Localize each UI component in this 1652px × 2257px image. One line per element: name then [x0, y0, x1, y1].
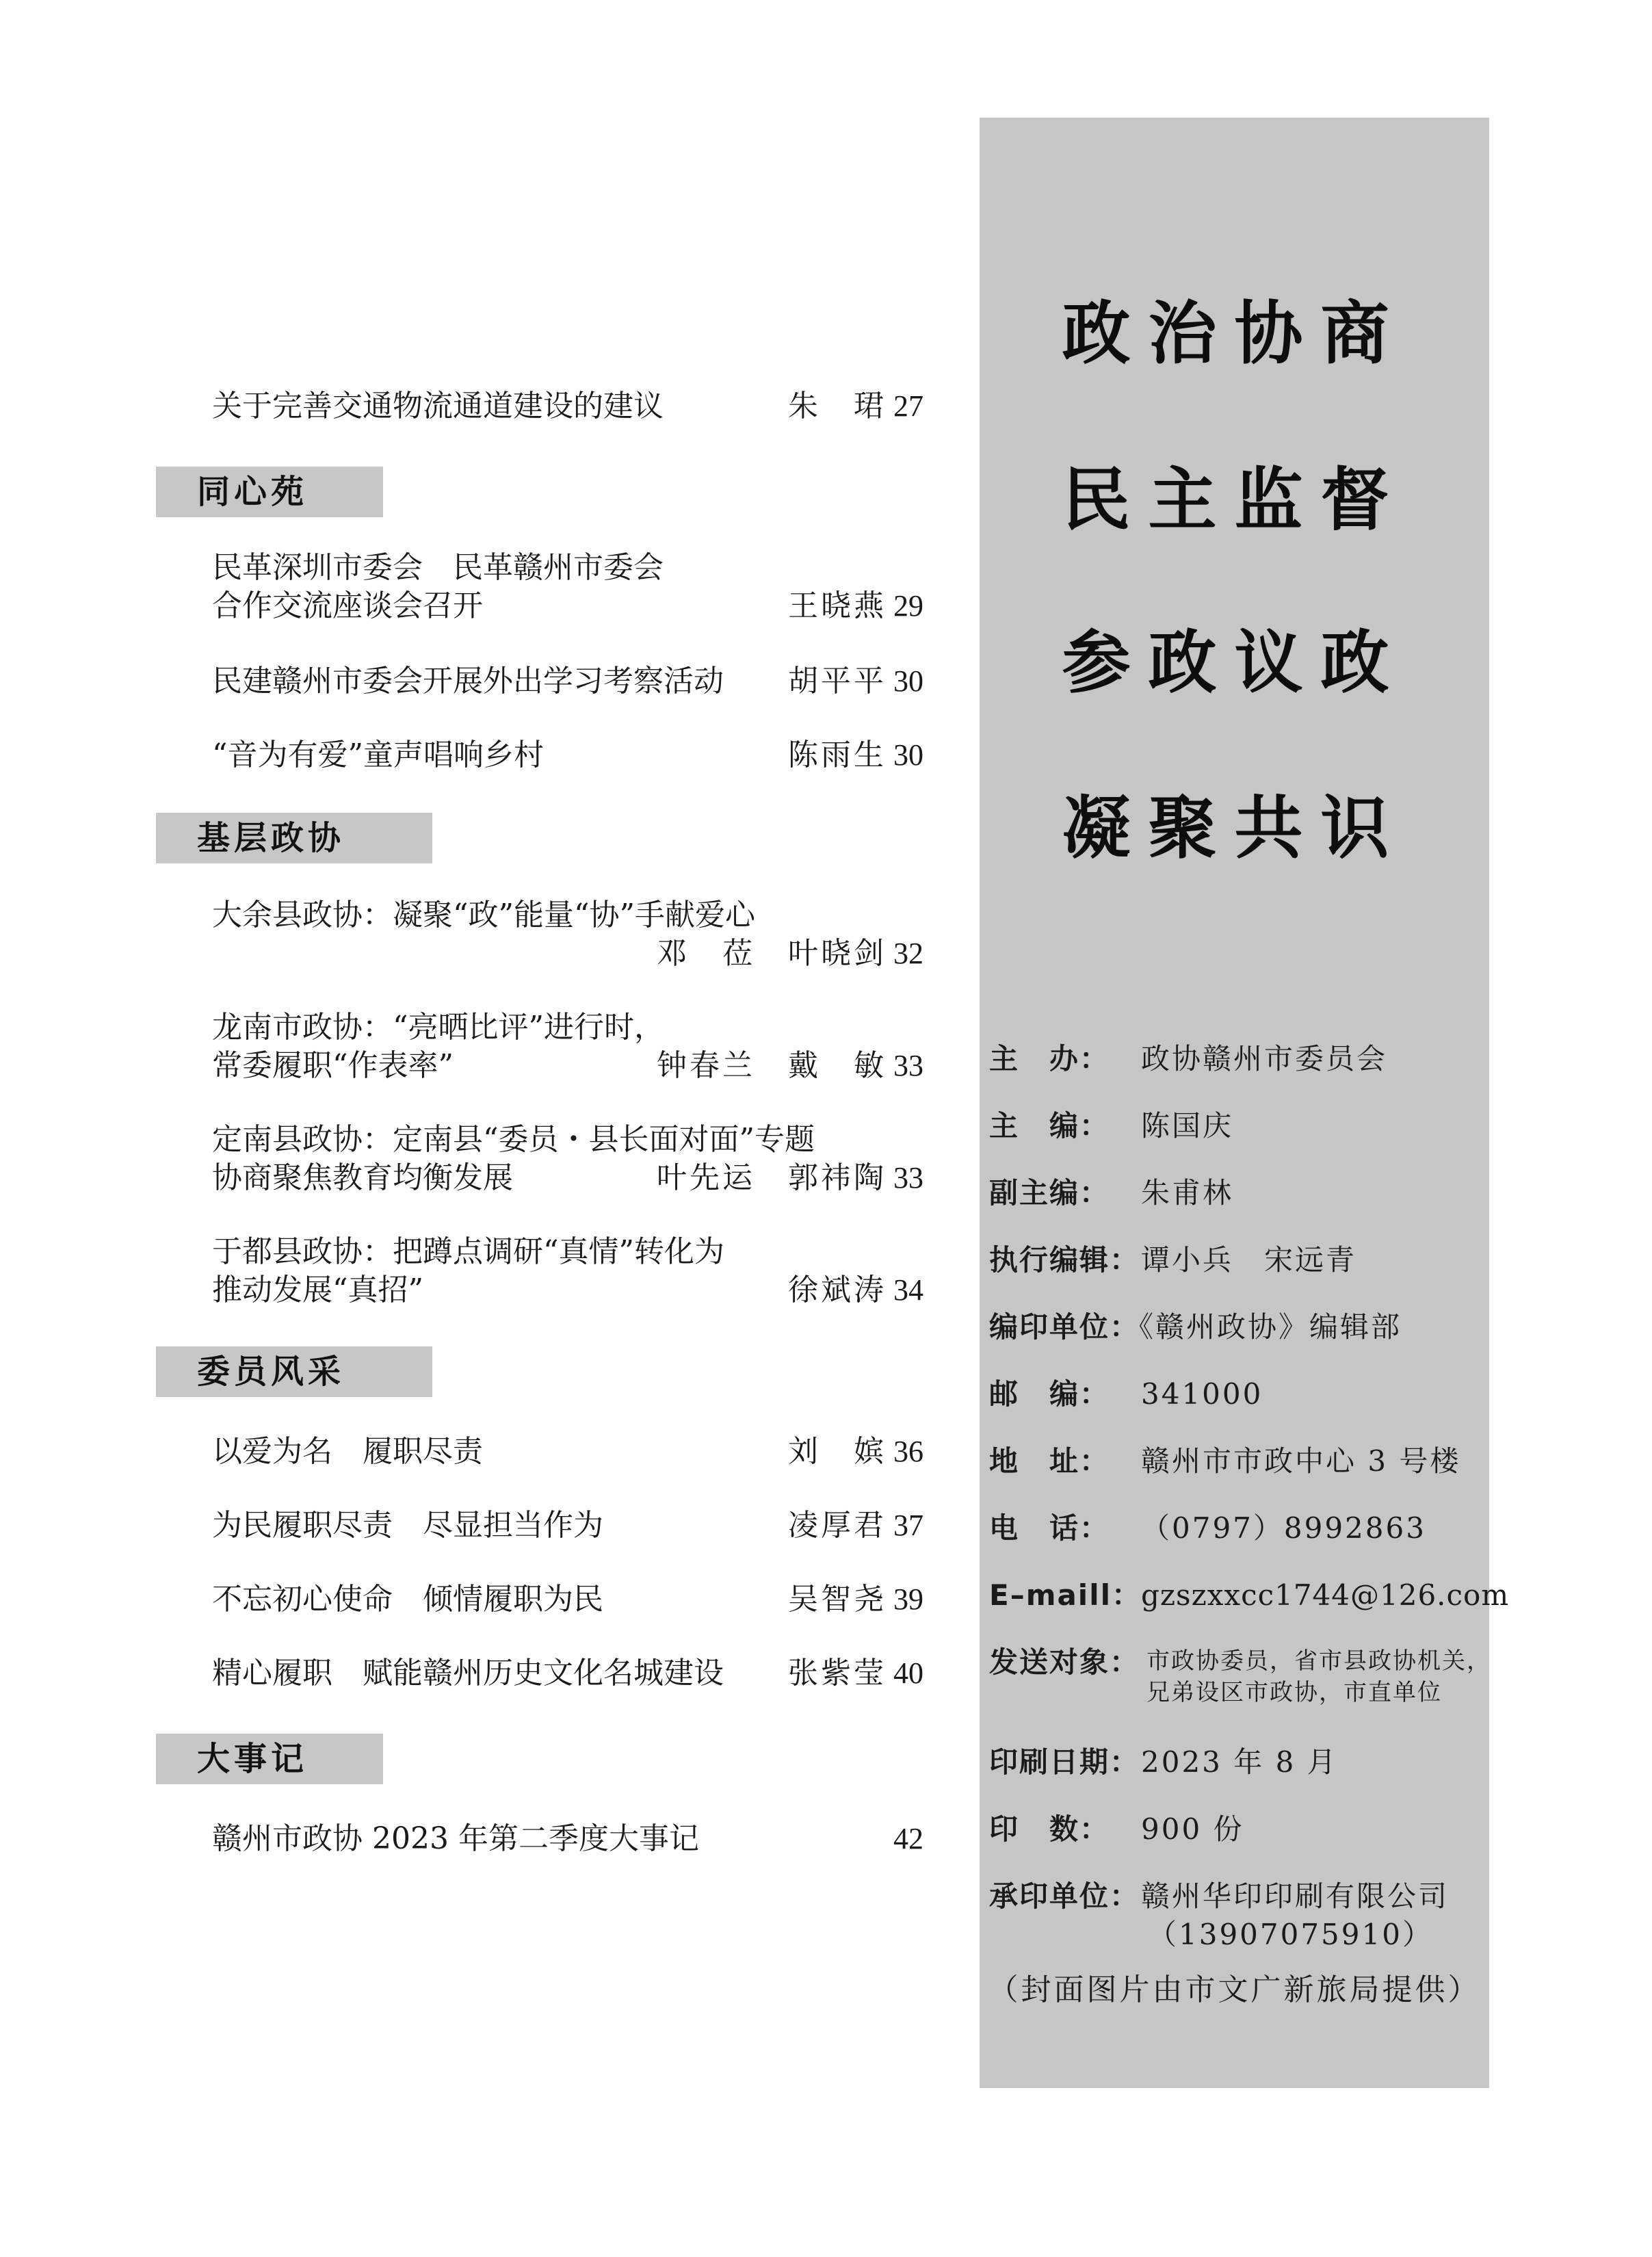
toc-page: 30	[893, 738, 923, 772]
toc-author: 叶先运 郭祎陶	[657, 1160, 887, 1195]
slogan: 政治协商	[1062, 293, 1407, 374]
toc-author: 王晓燕	[788, 588, 887, 623]
toc-author: 邓 莅 叶晓剑	[657, 936, 887, 971]
info-row-recipients	[989, 1643, 1491, 1712]
toc-page: 37	[893, 1509, 923, 1542]
toc-author: 吴智尧	[788, 1582, 887, 1617]
toc-entry[interactable]	[212, 1580, 923, 1619]
info-value: 陈国庆	[1141, 1109, 1234, 1143]
toc-page: 32	[893, 937, 923, 970]
toc-entry[interactable]	[212, 736, 923, 774]
cover-credit: （封面图片由市文广新旅局提供）	[988, 1972, 1481, 2007]
section-heading: 委员风采	[156, 1346, 432, 1397]
toc-title-cont: 合作交流座谈会召开	[212, 588, 483, 623]
toc-entry[interactable]	[212, 662, 923, 701]
info-label: 电 话：	[989, 1511, 1110, 1545]
info-label: 邮 编：	[989, 1377, 1110, 1411]
toc-entry[interactable]	[212, 1820, 923, 1858]
toc-author: 朱 珺	[788, 389, 887, 423]
toc-title: 精心履职 赋能赣州历史文化名城建设	[212, 1656, 724, 1691]
info-value: 2023 年 8 月	[1141, 1745, 1338, 1779]
toc-author: 徐斌涛	[788, 1273, 887, 1307]
toc-entry[interactable]	[212, 1008, 923, 1085]
toc-title: 民革深圳市委会 民革赣州市委会	[212, 550, 664, 585]
toc-title: 定南县政协：定南县“委员・县长面对面”专题	[212, 1122, 815, 1157]
toc-title: 大余县政协：凝聚“政”能量“协”手献爱心	[212, 898, 755, 932]
toc-page: 33	[893, 1161, 923, 1195]
toc-page: 29	[893, 589, 923, 623]
slogan: 民主监督	[1062, 459, 1407, 540]
info-value: （0797）8992863	[1141, 1511, 1426, 1545]
info-value: 朱甫林	[1141, 1176, 1234, 1210]
info-label: 地 址：	[989, 1444, 1110, 1478]
toc-title: 不忘初心使命 倾情履职为民	[212, 1582, 603, 1617]
info-label: 主 办：	[989, 1042, 1110, 1075]
toc-title: 龙南市政协：“亮晒比评”进行时，	[212, 1010, 664, 1045]
toc-title: 民建赣州市委会开展外出学习考察活动	[212, 664, 724, 699]
info-label: 主 编：	[989, 1109, 1110, 1143]
toc-title: 关于完善交通物流通道建设的建议	[212, 389, 664, 423]
masthead-sidebar	[980, 118, 1510, 2088]
info-label: 承印单位：	[989, 1879, 1140, 1913]
info-value: 谭小兵 宋远青	[1141, 1243, 1357, 1277]
toc-page: 40	[893, 1656, 923, 1690]
toc-entry[interactable]	[212, 1433, 923, 1471]
toc-page: 36	[893, 1435, 923, 1468]
toc-author: 胡平平	[788, 664, 887, 699]
slogan: 凝聚共识	[1062, 787, 1407, 868]
toc-entry[interactable]	[212, 1654, 923, 1693]
toc-title: 于都县政协：把蹲点调研“真情”转化为	[212, 1234, 724, 1269]
toc-page: 39	[893, 1582, 923, 1616]
toc-title: “音为有爱”童声唱响乡村	[212, 738, 544, 772]
info-value: 《赣州政协》编辑部	[1125, 1310, 1402, 1344]
toc-entry[interactable]	[212, 1233, 923, 1309]
toc-page: 30	[893, 664, 923, 698]
toc-author: 陈雨生	[788, 738, 887, 772]
toc-title-cont: 推动发展“真招”	[212, 1273, 423, 1307]
info-label: 执行编辑：	[989, 1243, 1140, 1277]
toc-author: 刘 嫔	[788, 1434, 887, 1469]
info-row-printer	[989, 1877, 1482, 1954]
info-value: 市政协委员，省市县政协机关，	[1146, 1647, 1491, 1675]
info-label: E–maill：	[989, 1578, 1142, 1612]
toc-entry[interactable]	[212, 1506, 923, 1545]
info-label: 印刷日期：	[989, 1745, 1140, 1779]
info-value: 341000	[1141, 1377, 1263, 1411]
toc-author: 凌厚君	[788, 1508, 887, 1543]
info-value: 赣州市市政中心 3 号楼	[1141, 1444, 1461, 1478]
toc-title-cont: 常委履职“作表率”	[212, 1048, 454, 1083]
toc-title: 以爱为名 履职尽责	[212, 1434, 483, 1469]
toc-entry[interactable]	[212, 1121, 923, 1197]
section-heading: 同心苑	[156, 467, 383, 517]
info-value: gzszxxcc1744@126.com	[1141, 1578, 1510, 1612]
toc-page: 33	[893, 1049, 923, 1082]
info-value: 900 份	[1141, 1812, 1244, 1846]
slogan: 参政议政	[1062, 622, 1407, 703]
info-label: 印 数：	[989, 1812, 1110, 1846]
toc-author: 张紫莹	[788, 1656, 887, 1691]
toc-title: 为民履职尽责 尽显担当作为	[212, 1508, 603, 1543]
toc-entry[interactable]	[212, 387, 923, 426]
info-label: 编印单位：	[989, 1310, 1140, 1344]
toc-title: 赣州市政协 2023 年第二季度大事记	[212, 1821, 699, 1856]
info-value: 赣州华印印刷有限公司	[1141, 1879, 1450, 1913]
toc-author: 钟春兰 戴 敏	[657, 1048, 887, 1083]
section-heading: 大事记	[156, 1734, 383, 1784]
toc-entry[interactable]	[212, 896, 923, 973]
toc-page: 42	[893, 1822, 923, 1855]
info-label: 副主编：	[989, 1176, 1110, 1210]
info-value-cont: 兄弟设区市政协，市直单位	[1146, 1679, 1442, 1706]
info-value-cont: （13907075910）	[1148, 1918, 1433, 1951]
info-label: 发送对象：	[989, 1645, 1140, 1679]
info-value: 政协赣州市委员会	[1141, 1042, 1388, 1075]
toc-title-cont: 协商聚焦教育均衡发展	[212, 1160, 513, 1195]
toc-page: 34	[893, 1273, 923, 1307]
section-heading: 基层政协	[156, 813, 432, 863]
toc-entry[interactable]	[212, 549, 923, 625]
toc-page: 27	[893, 389, 923, 423]
